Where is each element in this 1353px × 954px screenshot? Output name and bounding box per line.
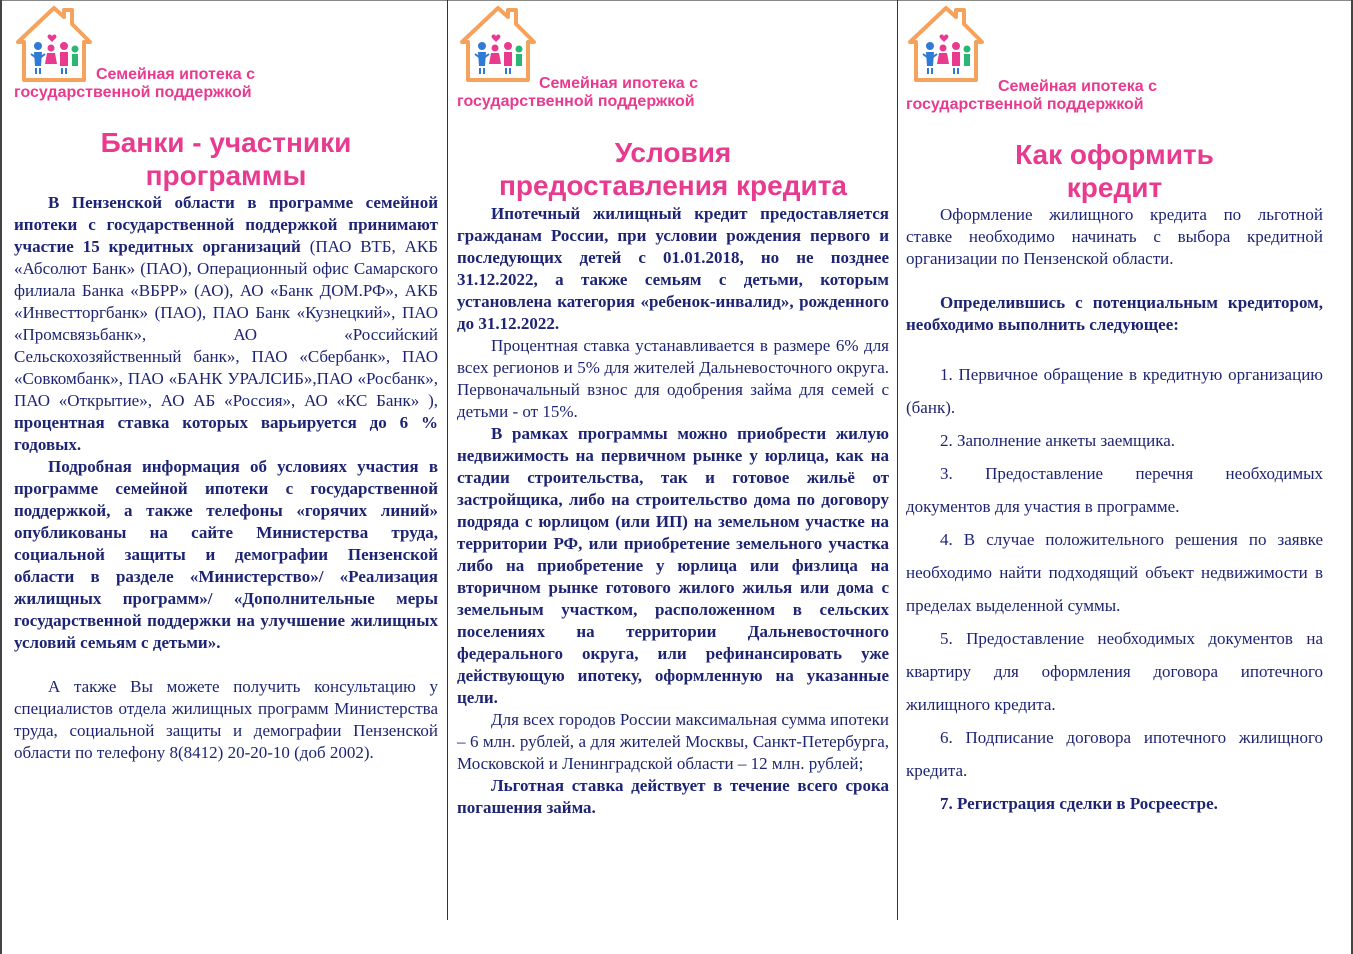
column-2-title-line-1: Условия: [614, 137, 732, 168]
column-3-title-line-2: кредит: [1066, 172, 1163, 203]
step-item: 3. Предоставление перечня необходимых документов для участия в программе.: [906, 464, 1323, 516]
steps-list: [906, 358, 1323, 820]
column-divider-2: [897, 0, 898, 920]
steps-intro: Определившись с потенциальным кредитором, необходимо выполнить следующее:: [906, 293, 1323, 334]
column-divider-1: [447, 0, 448, 920]
intro-paragraph: Оформление жилищного кредита по льготной ставке необходимо начинать с выбора кредитной организации по Пензенской области.: [906, 205, 1323, 268]
column-3-title-line-1: Как оформить: [1015, 139, 1214, 170]
page-top-border: [0, 0, 1353, 1]
brand-caption: [14, 66, 255, 102]
step-item: 1. Первичное обращение в кредитную организацию (банк).: [906, 365, 1323, 417]
brand-line-1: Семейная ипотека с: [998, 78, 1158, 95]
column-1-title-line-2: программы: [145, 160, 307, 191]
step-item: 6. Подписание договора ипотечного жилищного кредита.: [906, 728, 1323, 780]
column-2-title: [457, 136, 889, 202]
family-house-logo: [456, 2, 540, 82]
step-item: 2. Заполнение анкеты заемщика.: [940, 431, 1176, 450]
info-paragraph: Подробная информация об условиях участия в программе семейной ипотеки с государственной поддержкой, а также телефоны «горячих линий» опубликованы на сайте Министерства труда, социальной защиты и демографии Пензенской области в разделе «Министерство»/ «Реализация жилищных программ»/ «Дополнительные меры государственной поддержки на улучшение жилищных условий семьям с детьми».: [14, 457, 438, 652]
brand-line-2: государственной поддержкой: [906, 96, 1144, 113]
banks-rate: процентная ставка которых варьируется до 6 % годовых.: [14, 413, 438, 454]
brand-line-2: государственной поддержкой: [14, 84, 252, 101]
brand-caption: [906, 78, 1157, 114]
family-house-logo: [904, 2, 988, 82]
column-2-body: [457, 203, 889, 819]
eligibility-paragraph: Ипотечный жилищный кредит предоставляется гражданам России, при условии рождения первого и последующих детей с 01.01.2018, но не позднее 31.12.2022, а также семьям с детьми, которым установлена категория «ребенок-инвалид», рожденного до 31.12.2022.: [457, 204, 889, 333]
step-item-final: 7. Регистрация сделки в Росреестре.: [940, 794, 1218, 813]
column-1-body: [14, 192, 438, 764]
brand-line-2: государственной поддержкой: [457, 93, 695, 110]
brand-caption: [457, 75, 698, 111]
consultation-paragraph: А также Вы можете получить консультацию у специалистов отдела жилищных программ Министерства труда, социальной защиты и демографии Пензенской области по телефону 8(8412) 20-20-10 (доб 2002).: [14, 677, 438, 762]
banks-list: (ПАО ВТБ, АКБ «Абсолют Банк» (ПАО), Операционный офис Самарского филиала Банка «ВБРР» (АО), АО «Банк ДОМ.РФ», АКБ «Инвестторгбанк» (ПАО), ПАО Банк «Кузнецкий», ПАО «Промсвязьбанк», АО «Российский Сельскохозяйственный банк», ПАО «Сбербанк», ПАО «Совкомбанк», ПАО «БАНК УРАЛСИБ»,ПАО «Росбанк», ПАО «Открытие», АО АБ «Россия», АО «КС Банк» ),: [14, 237, 438, 410]
column-2-title-line-2: предоставления кредита: [499, 170, 847, 201]
column-3-body: [906, 204, 1323, 820]
column-1-title-line-1: Банки - участники: [100, 127, 352, 158]
max-amount-paragraph: Для всех городов России максимальная сумма ипотеки – 6 млн. рублей, а для жителей Москвы, Санкт-Петербурга, Московской и Ленинградской области – 12 млн. рублей;: [457, 710, 889, 773]
step-item: 4. В случае положительного решения по заявке необходимо найти подходящий объект недвижимости в пределах выделенной суммы.: [906, 530, 1323, 615]
rate-paragraph: Процентная ставка устанавливается в размере 6% для всех регионов и 5% для жителей Дальневосточного округа. Первоначальный взнос для одобрения займа для семей с детьми - от 15%.: [457, 336, 889, 421]
banks-intro: В Пензенской области в программе семейной ипотеки с государственной поддержкой принимают участие 15 кредитных организаций: [14, 193, 438, 256]
brand-line-1: Семейная ипотека с: [96, 66, 256, 83]
banks-paragraph: [14, 192, 438, 456]
column-1-title: [14, 126, 438, 192]
property-paragraph: В рамках программы можно приобрести жилую недвижимость на первичном рынке у юрлица, как на стадии строительства, так и готовое жильё от застройщика, либо на строительство дома по договору подряда с юрлицом (или ИП) на земельном участке на территории РФ, или приобретение земельного участка либо на приобретение у юрлица или физлица на вторичном рынке готового жилого жилья или дома с земельным участком, расположенном в сельских поселениях на территории Дальневосточного федерального округа, или рефинансировать уже действующую ипотеку, оформленную на указанные цели.: [457, 424, 889, 707]
step-item: 5. Предоставление необходимых документов на квартиру для оформления договора ипотечного жилищного кредита.: [906, 629, 1323, 714]
column-3-title: [906, 138, 1323, 204]
page-left-border: [0, 0, 2, 954]
brand-line-1: Семейная ипотека с: [539, 75, 699, 92]
rate-term-paragraph: Льготная ставка действует в течение всего срока погашения займа.: [457, 776, 889, 817]
